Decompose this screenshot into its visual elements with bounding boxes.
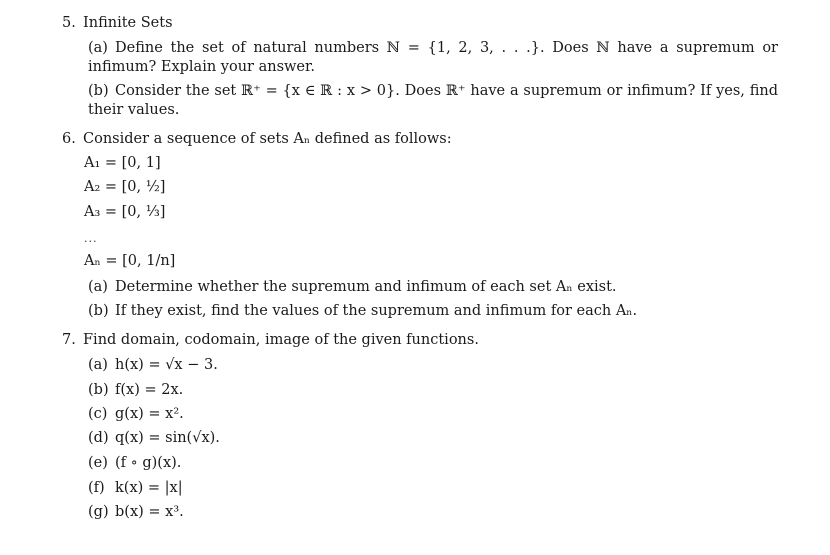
item-text: Determine whether the supremum and infimum of each set Aₙ exist. [115, 279, 617, 295]
item-label: (c) [88, 406, 108, 422]
problem-6-heading [62, 131, 452, 147]
problem-6a [88, 278, 778, 297]
set-a3: A₃ = [0, ⅓] [84, 204, 166, 220]
item-label: (g) [88, 504, 109, 520]
function-g [88, 504, 184, 520]
problem-intro: Find domain, codomain, image of the given functions. [83, 332, 479, 348]
item-text: If they exist, find the values of the supremum and infimum for each Aₙ. [115, 303, 638, 319]
function-d [88, 430, 220, 446]
problem-number: 5. [62, 15, 76, 31]
item-label: (e) [88, 455, 108, 471]
problem-number: 7. [62, 332, 76, 348]
item-text: Consider the set ℝ⁺ = {x ∈ ℝ : x > 0}. Does ℝ⁺ have a supremum or infimum? If yes, find their values. [88, 83, 778, 118]
item-label: (a) [88, 357, 108, 373]
function-e [88, 455, 181, 471]
problem-5-heading [62, 15, 173, 31]
item-text: b(x) = x³. [115, 504, 184, 520]
item-label: (b) [88, 303, 109, 319]
set-a2: A₂ = [0, ½] [84, 179, 166, 195]
item-text: h(x) = √x − 3. [115, 357, 218, 373]
item-label: (f) [88, 480, 105, 496]
item-text: (f ∘ g)(x). [115, 455, 182, 471]
problem-5a [88, 39, 778, 77]
item-label: (a) [88, 279, 108, 295]
problem-number: 6. [62, 131, 76, 147]
problem-5b [88, 82, 778, 120]
function-a [88, 357, 218, 373]
set-a1: A₁ = [0, 1] [84, 155, 161, 171]
item-text: q(x) = sin(√x). [115, 430, 220, 446]
function-c [88, 406, 184, 422]
item-label: (b) [88, 382, 109, 398]
function-b [88, 382, 183, 398]
set-an: Aₙ = [0, 1/n] [84, 253, 176, 269]
item-label: (d) [88, 430, 109, 446]
item-label: (b) [88, 83, 109, 99]
item-text: f(x) = 2x. [115, 382, 184, 398]
problem-7-heading [62, 332, 479, 348]
problem-6b [88, 302, 778, 321]
sequence-ellipsis: ... [84, 232, 98, 245]
item-text: g(x) = x². [115, 406, 184, 422]
item-text: Define the set of natural numbers ℕ = {1, 2, 3, . . .}. Does ℕ have a supremum or infimum? Explain your answer. [88, 40, 778, 75]
function-f [88, 480, 183, 496]
cropped-previous-line [0, 0, 830, 3]
problem-title: Infinite Sets [83, 15, 173, 31]
problem-intro: Consider a sequence of sets Aₙ defined as follows: [83, 131, 452, 147]
item-label: (a) [88, 40, 108, 56]
item-text: k(x) = |x| [115, 480, 183, 496]
